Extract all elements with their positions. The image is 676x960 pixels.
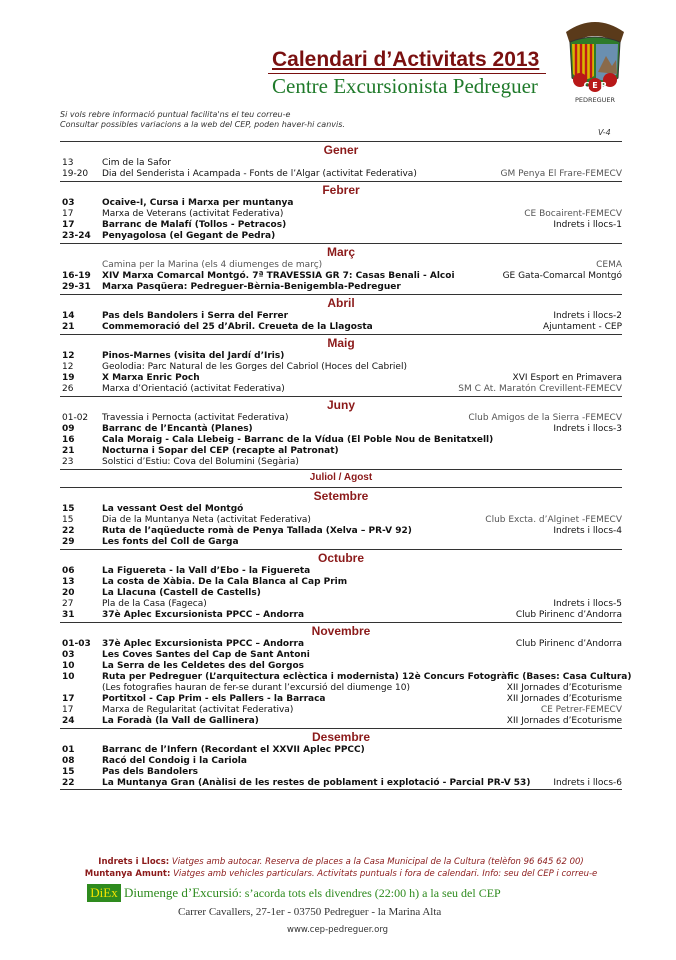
activity-title: La Serra de les Celdetes des del Gorgos <box>102 661 304 671</box>
activity-date: 17 <box>62 209 74 219</box>
address: Carrer Cavallers, 27-1er - 03750 Pedreguer - la Marina Alta <box>178 906 442 918</box>
activity-row <box>60 694 622 705</box>
month-header: Novembre <box>60 622 622 639</box>
muntanya-label: Muntanya Amunt: <box>84 869 171 879</box>
activity-organizer: Indrets i llocs-4 <box>553 526 622 536</box>
activity-row <box>60 424 622 435</box>
activity-title: Marxa de Veterans (activitat Federativa) <box>102 209 284 219</box>
activity-title: Camina per la Marina (els 4 diumenges de març) <box>102 260 323 270</box>
activity-row <box>60 457 622 468</box>
activity-organizer: CEMA <box>596 260 622 270</box>
activity-date: 16 <box>62 435 75 445</box>
activity-title: Cala Moraig - Cala Llebeig - Barranc de la Vídua (El Poble Nou de Benitatxell) <box>102 435 494 445</box>
month-header: Juny <box>60 396 622 413</box>
activity-row <box>60 537 622 548</box>
activity-organizer: Indrets i llocs-6 <box>553 778 622 788</box>
diex-title: Diumenge d’Excursió <box>124 885 239 900</box>
activity-title: La Llacuna (Castell de Castells) <box>102 588 261 598</box>
activity-title: X Marxa Enric Poch <box>102 373 200 383</box>
note-line-2: Consultar possibles variacions a la web del CEP, poden haver-hi canvis. <box>60 120 345 129</box>
page-subtitle: Centre Excursionista Pedreguer <box>272 74 538 98</box>
activity-title: Marxa Pasqüera: Pedreguer-Bèrnia-Benigembla-Pedreguer <box>102 282 401 292</box>
activity-title: Portitxol - Cap Prim - els Pallers - la Barraca <box>102 694 326 704</box>
activity-organizer: Indrets i llocs-1 <box>553 220 622 230</box>
calendar-bottom-divider <box>60 789 622 790</box>
activity-organizer: XII Jornades d’Ecoturisme <box>506 694 622 704</box>
activity-title: Nocturna i Sopar del CEP (recapte al Patronat) <box>102 446 339 456</box>
activity-row <box>60 650 622 661</box>
logo-caption: PEDREGUER <box>574 96 616 104</box>
activity-row <box>60 413 622 424</box>
activity-row <box>60 716 622 727</box>
activity-organizer: Indrets i llocs-3 <box>553 424 622 434</box>
activity-row <box>60 198 622 209</box>
activity-title: Pas dels Bandolers <box>102 767 198 777</box>
activity-title: Ocaive-I, Cursa i Marxa per muntanya <box>102 198 294 208</box>
activity-date: 09 <box>62 424 75 434</box>
activity-date: 01-03 <box>62 639 91 649</box>
activity-date: 21 <box>62 322 75 332</box>
activity-row <box>60 767 622 778</box>
info-notes <box>60 110 345 130</box>
activity-organizer: CE Bocairent-FEMECV <box>524 209 622 219</box>
activity-date: 10 <box>62 661 75 671</box>
month-header: Març <box>60 243 622 260</box>
month-header: Gener <box>60 141 622 158</box>
activity-row <box>60 220 622 231</box>
activity-title: Pas dels Bandolers i Serra del Ferrer <box>102 311 289 321</box>
activity-row <box>60 672 632 683</box>
indrets-text: Viatges amb autocar. Reserva de places a la Casa Municipal de la Cultura (telèfon 96 645 62 00) <box>171 857 584 867</box>
activity-title: La Muntanya Gran (Anàlisi de les restes de poblament i explotació - Parcial PR-V 53) <box>102 778 531 788</box>
activity-row <box>60 566 622 577</box>
activity-date: 01-02 <box>62 413 89 423</box>
activity-title: (Les fotografies hauran de fer-se durant l’excursió del diumenge 10) <box>102 683 410 693</box>
activity-date: 23-24 <box>62 231 91 241</box>
activity-title: Les Coves Santes del Cap de Sant Antoni <box>102 650 310 660</box>
activity-row <box>60 311 622 322</box>
activity-date: 19-20 <box>62 169 89 179</box>
version-label: V-4 <box>598 128 611 137</box>
activity-date: 24 <box>62 716 75 726</box>
activity-row <box>60 351 622 362</box>
activity-date: 03 <box>62 198 75 208</box>
activity-title: Marxa de Regularitat (activitat Federativa) <box>102 705 294 715</box>
activity-row <box>60 169 622 180</box>
activity-date: 31 <box>62 610 75 620</box>
activity-title: Penyagolosa (el Gegant de Pedra) <box>102 231 276 241</box>
activity-title: La Foradà (la Vall de Gallinera) <box>102 716 259 726</box>
activity-date: 13 <box>62 158 74 168</box>
activity-row <box>60 705 622 716</box>
activity-date: 22 <box>62 526 75 536</box>
footer-info <box>60 856 622 880</box>
activity-row <box>60 373 622 384</box>
activity-organizer: GE Gata-Comarcal Montgó <box>502 271 622 281</box>
month-header: Abril <box>60 294 622 311</box>
activity-date: 03 <box>62 650 75 660</box>
activity-date: 17 <box>62 220 75 230</box>
activity-row <box>60 446 622 457</box>
activity-row <box>60 599 622 610</box>
month-header: Octubre <box>60 549 622 566</box>
activity-title: XIV Marxa Comarcal Montgó. 7ª TRAVESSIA GR 7: Casas Benali - Alcoi <box>102 271 455 281</box>
activity-organizer: XII Jornades d’Ecoturisme <box>506 716 622 726</box>
muntanya-text: Viatges amb vehicles particulars. Activitats puntuals i fora de calendari. Info: seu del CEP i correu-e <box>173 869 598 879</box>
activity-row <box>60 384 622 395</box>
activity-row <box>60 515 622 526</box>
activity-title: Racó del Condoig i la Cariola <box>102 756 247 766</box>
activity-title: Pla de la Casa (Fageca) <box>102 599 207 609</box>
activity-organizer: Club Pirinenc d’Andorra <box>515 639 622 649</box>
activity-date: 19 <box>62 373 75 383</box>
activity-row <box>60 231 622 242</box>
activity-row <box>60 362 622 373</box>
logo-letters: C E P <box>583 81 607 90</box>
activity-date: 27 <box>62 599 74 609</box>
note-line-1: Si vols rebre informació puntual facilita'ns el teu correu-e <box>60 110 291 119</box>
activity-title: Pinos-Marnes (visita del Jardí d’Iris) <box>102 351 285 361</box>
activity-date: 06 <box>62 566 75 576</box>
activity-date: 12 <box>62 362 74 372</box>
indrets-label: Indrets i Llocs: <box>98 857 170 867</box>
page-title: Calendari d’Activitats 2013 <box>272 48 540 71</box>
activity-title: Solstici d’Estiu: Cova del Bolumini (Segària) <box>102 457 299 467</box>
activity-row <box>60 778 622 789</box>
activity-title: Commemoració del 25 d’Abril. Creueta de la Llagosta <box>102 322 373 332</box>
activity-date: 22 <box>62 778 75 788</box>
activity-row <box>60 526 622 537</box>
activity-date: 15 <box>62 767 75 777</box>
activity-row <box>60 745 622 756</box>
activity-organizer: XII Jornades d’Ecoturisme <box>506 683 622 693</box>
activity-date: 01 <box>62 745 75 755</box>
activity-row <box>60 282 622 293</box>
activity-title: Geolodia: Parc Natural de les Gorges del Cabriol (Hoces del Cabriel) <box>102 362 407 372</box>
header <box>0 0 676 120</box>
activity-row <box>60 322 622 333</box>
activity-title: Barranc de l’Encantà (Planes) <box>102 424 253 434</box>
activity-date: 17 <box>62 705 74 715</box>
activity-row <box>60 588 622 599</box>
activity-title: La Figuereta - la Vall d’Ebo - la Figuereta <box>102 566 311 576</box>
activity-organizer: Indrets i llocs-5 <box>553 599 622 609</box>
activity-row <box>60 577 622 588</box>
diex-text: : s’acorda tots els divendres (22:00 h) a la seu del CEP <box>238 886 501 900</box>
activity-title: 37è Aplec Excursionista PPCC – Andorra <box>102 610 305 620</box>
activity-organizer: Club Pirinenc d’Andorra <box>515 610 622 620</box>
month-header: Maig <box>60 334 622 351</box>
activity-title: 37è Aplec Excursionista PPCC – Andorra <box>102 639 305 649</box>
month-header: Setembre <box>60 487 622 504</box>
diex-logo: DiEx <box>87 884 121 902</box>
club-logo <box>560 14 630 104</box>
activity-organizer: Ajuntament - CEP <box>542 322 622 332</box>
activity-date: 15 <box>62 515 74 525</box>
activity-date: 29-31 <box>62 282 91 292</box>
activity-title: Travessia i Pernocta (activitat Federativa) <box>102 413 289 423</box>
month-header: Desembre <box>60 728 622 745</box>
activity-row <box>60 683 622 694</box>
activity-organizer: CE Petrer-FEMECV <box>540 705 622 715</box>
activity-row <box>60 158 622 169</box>
activity-date: 20 <box>62 588 75 598</box>
activity-date: 17 <box>62 694 75 704</box>
activity-date: 26 <box>62 384 74 394</box>
activity-date: 15 <box>62 504 75 514</box>
activity-row <box>60 610 622 621</box>
activity-title: Les fonts del Coll de Garga <box>102 537 239 547</box>
diex-line <box>124 885 501 901</box>
activity-row <box>60 435 622 446</box>
activity-title: Cim de la Safor <box>102 158 172 168</box>
activity-row <box>60 260 622 271</box>
activity-title: La vessant Oest del Montgó <box>102 504 244 514</box>
activity-title: Barranc de l’Infern (Recordant el XXVII Aplec PPCC) <box>102 745 365 755</box>
activity-organizer: Club Amigos de la Sierra -FEMECV <box>468 413 622 423</box>
activity-date: 13 <box>62 577 75 587</box>
activity-date: 08 <box>62 756 75 766</box>
activity-date: 23 <box>62 457 74 467</box>
activity-date: 12 <box>62 351 75 361</box>
activity-organizer: Club Excta. d’Alginet -FEMECV <box>485 515 622 525</box>
activity-organizer: GM Penya El Frare-FEMECV <box>500 169 622 179</box>
activity-row <box>60 639 622 650</box>
activity-row <box>60 209 622 220</box>
activity-row <box>60 504 622 515</box>
activity-title: Dia de la Muntanya Neta (activitat Federativa) <box>102 515 311 525</box>
activity-title: La costa de Xàbia. De la Cala Blanca al Cap Prim <box>102 577 348 587</box>
month-header: Febrer <box>60 181 622 198</box>
activity-row <box>60 271 622 282</box>
activity-organizer: XVI Esport en Primavera <box>512 373 622 383</box>
activity-title: Marxa d’Orientació (activitat Federativa) <box>102 384 285 394</box>
activity-row <box>60 756 622 767</box>
activity-date: 10 <box>62 672 75 682</box>
activity-organizer: SM C At. Maratón Crevillent-FEMECV <box>458 384 622 394</box>
activity-date: 29 <box>62 537 75 547</box>
activity-title: Dia del Senderista i Acampada - Fonts de l’Algar (activitat Federativa) <box>102 169 417 179</box>
activity-date: 14 <box>62 311 75 321</box>
activity-date: 16-19 <box>62 271 91 281</box>
activity-title: Barranc de Malafí (Tollos - Petracos) <box>102 220 287 230</box>
website-link[interactable]: www.cep-pedreguer.org <box>287 925 389 935</box>
activity-calendar <box>60 140 632 790</box>
activity-title: Ruta de l’aqüeducte romà de Penya Tallada (Xelva – PR-V 92) <box>102 526 412 536</box>
activity-organizer: Indrets i llocs-2 <box>553 311 622 321</box>
month-header: Juliol / Agost <box>60 469 622 486</box>
activity-row <box>60 661 622 672</box>
activity-title: Ruta per Pedreguer (L’arquitectura eclèctica i modernista) 12è Concurs Fotogràfic (Bases: Casa Cultura) <box>102 672 632 682</box>
activity-date: 21 <box>62 446 75 456</box>
